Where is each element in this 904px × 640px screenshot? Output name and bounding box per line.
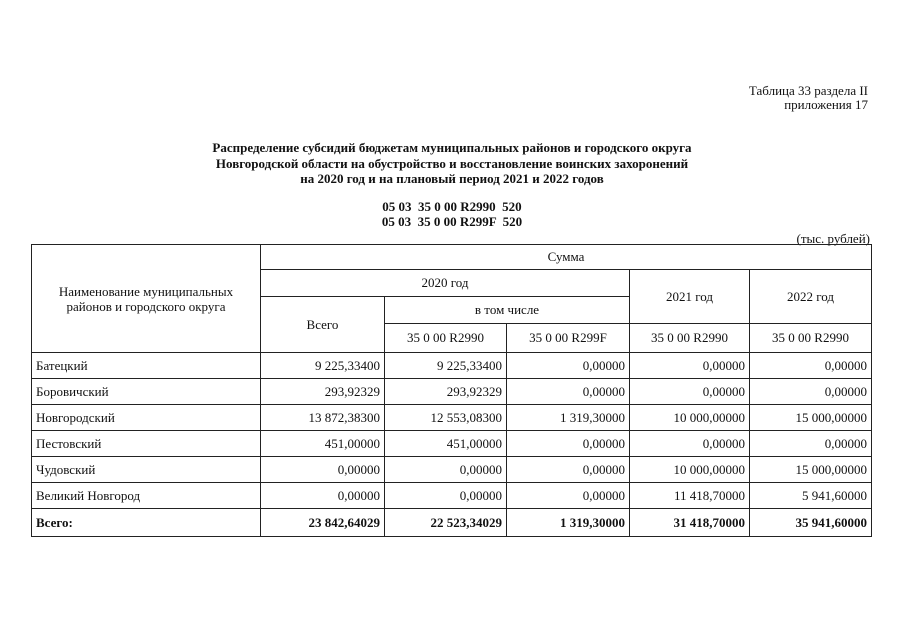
- row-2022: 15 000,00000: [750, 405, 872, 431]
- row-code-b: 1 319,30000: [507, 405, 630, 431]
- title-line-1: Распределение субсидий бюджетам муниципальных районов и городского округа: [212, 140, 692, 155]
- row-name: Великий Новгород: [32, 483, 261, 509]
- header-sum: Сумма: [261, 245, 872, 270]
- row-2021: 10 000,00000: [630, 457, 750, 483]
- row-code-b: 0,00000: [507, 353, 630, 379]
- title-line-3: на 2020 год и на плановый период 2021 и 2022 годов: [300, 171, 604, 186]
- table-reference: [749, 84, 868, 112]
- row-name: Боровичский: [32, 379, 261, 405]
- row-code-b: 0,00000: [507, 379, 630, 405]
- table-row: [32, 353, 872, 379]
- budget-code-2: 05 03 35 0 00 R299F 520: [381, 214, 523, 229]
- row-code-a: 0,00000: [385, 483, 507, 509]
- row-2022: 0,00000: [750, 431, 872, 457]
- row-2022: 15 000,00000: [750, 457, 872, 483]
- title-line-2: Новгородской области на обустройство и восстановление воинских захоронений: [215, 155, 689, 171]
- header-code-2022: 35 0 00 R2990: [750, 324, 872, 353]
- row-code-b: 0,00000: [507, 457, 630, 483]
- header-including: в том числе: [385, 297, 630, 324]
- row-total: 0,00000: [261, 457, 385, 483]
- row-2021: 0,00000: [630, 379, 750, 405]
- row-2022: 0,00000: [750, 353, 872, 379]
- row-2021: 10 000,00000: [630, 405, 750, 431]
- totals-2021: 31 418,70000: [630, 509, 750, 537]
- table-row: [32, 457, 872, 483]
- budget-codes: [0, 199, 904, 229]
- totals-2022: 35 941,60000: [750, 509, 872, 537]
- header-year-2020: 2020 год: [261, 270, 630, 297]
- units-label: (тыс. рублей): [796, 231, 870, 246]
- row-total: 13 872,38300: [261, 405, 385, 431]
- totals-total: 23 842,64029: [261, 509, 385, 537]
- header-year-2021: 2021 год: [630, 270, 750, 324]
- header-code-2021: 35 0 00 R2990: [630, 324, 750, 353]
- row-name: Пестовский: [32, 431, 261, 457]
- reference-line-1: Таблица 33 раздела II: [748, 83, 868, 98]
- totals-code-b: 1 319,30000: [507, 509, 630, 537]
- totals-code-a: 22 523,34029: [385, 509, 507, 537]
- row-total: 451,00000: [261, 431, 385, 457]
- totals-label: Всего:: [32, 509, 261, 537]
- header-name-column: Наименование муниципальных районов и городского округа: [32, 245, 261, 353]
- row-total: 0,00000: [261, 483, 385, 509]
- header-year-2022: 2022 год: [750, 270, 872, 324]
- table-row: [32, 431, 872, 457]
- row-total: 9 225,33400: [261, 353, 385, 379]
- row-code-a: 0,00000: [385, 457, 507, 483]
- document-title: [0, 140, 904, 187]
- subsidy-table: [31, 244, 872, 537]
- row-name: Новгородский: [32, 405, 261, 431]
- header-code-a: 35 0 00 R2990: [385, 324, 507, 353]
- row-code-b: 0,00000: [507, 483, 630, 509]
- row-2022: 0,00000: [750, 379, 872, 405]
- row-code-a: 451,00000: [385, 431, 507, 457]
- table-row: [32, 483, 872, 509]
- table-row: [32, 405, 872, 431]
- row-total: 293,92329: [261, 379, 385, 405]
- totals-row: [32, 509, 872, 537]
- row-code-b: 0,00000: [507, 431, 630, 457]
- header-code-b: 35 0 00 R299F: [507, 324, 630, 353]
- header-total: Всего: [261, 297, 385, 353]
- row-code-a: 12 553,08300: [385, 405, 507, 431]
- row-code-a: 293,92329: [385, 379, 507, 405]
- row-code-a: 9 225,33400: [385, 353, 507, 379]
- budget-code-1: 05 03 35 0 00 R2990 520: [382, 199, 522, 214]
- row-2021: 0,00000: [630, 353, 750, 379]
- row-2021: 11 418,70000: [630, 483, 750, 509]
- row-2022: 5 941,60000: [750, 483, 872, 509]
- reference-line-2: приложения 17: [784, 97, 868, 112]
- table-row: [32, 379, 872, 405]
- row-name: Батецкий: [32, 353, 261, 379]
- row-2021: 0,00000: [630, 431, 750, 457]
- row-name: Чудовский: [32, 457, 261, 483]
